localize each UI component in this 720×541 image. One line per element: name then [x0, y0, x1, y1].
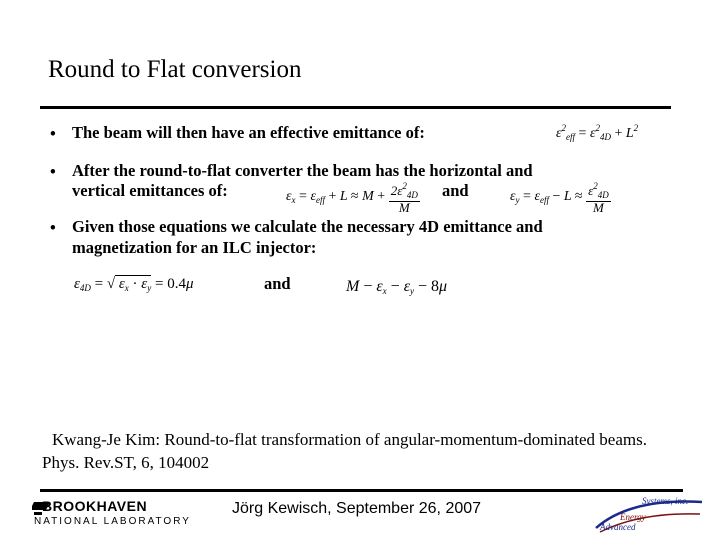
- title-divider: [40, 106, 671, 109]
- bullet-2-connector: and: [442, 181, 469, 200]
- bullet-3-line-2: magnetization for an ILC injector:: [72, 238, 317, 257]
- equation-horizontal-emittance: $\varepsilon_x = \varepsilon_{eff} + L \approx M$ + $\frac{2\varepsilon^2_{4D}}{M}$: [286, 181, 418, 215]
- bullet-3-line-1: Given those equations we calculate the necessary 4D emittance and: [72, 217, 543, 236]
- aes-logo-systems: Systems, inc.: [642, 496, 689, 506]
- brookhaven-logo-subtitle: NATIONAL LABORATORY: [34, 516, 191, 527]
- reference-line-1: Kwang-Je Kim: Round-to-flat transformation of angular-momentum-dominated beams.: [52, 430, 647, 449]
- brookhaven-logo-wordmark: BROOKHAVEN: [42, 498, 148, 514]
- footer-author-date: Jörg Kewisch, September 26, 2007: [232, 500, 482, 517]
- slide-title: Round to Flat conversion: [48, 56, 302, 83]
- footer-divider: [40, 489, 683, 492]
- bullet-1-marker: •: [50, 124, 56, 143]
- reference-line-2: Phys. Rev.ST, 6, 104002: [42, 453, 210, 472]
- aes-logo-advanced: Advanced: [600, 522, 636, 532]
- aes-logo: [590, 494, 710, 536]
- equation-effective-emittance: $\varepsilon^2_{eff} = \varepsilon^2_{4D} + L^2$: [556, 123, 639, 142]
- bullet-2-line-1: After the round-to-flat converter the beam has the horizontal and: [72, 161, 533, 180]
- bullet-3-connector: and: [264, 274, 291, 293]
- aes-logo-energy: Energy: [620, 512, 646, 522]
- bullet-2-marker: •: [50, 162, 56, 181]
- equation-magnetization: $M - \varepsilon_x - \varepsilon_y - 8\mu$: [346, 278, 448, 296]
- equation-4d-emittance: $\varepsilon_{4D}$ = √ $\varepsilon_x \cdot \varepsilon_y = 0.4\mu$: [74, 276, 194, 293]
- bullet-2-line-2: vertical emittances of:: [72, 181, 228, 200]
- brookhaven-logo: [32, 498, 192, 530]
- bullet-3-marker: •: [50, 218, 56, 237]
- bullet-1-text: The beam will then have an effective emittance of:: [72, 123, 425, 142]
- reference-citation: [42, 428, 647, 474]
- equation-vertical-emittance: $\varepsilon_y = \varepsilon_{eff} - L$ ≈ $\frac{\varepsilon^2_{4D}}{M}$: [510, 181, 609, 215]
